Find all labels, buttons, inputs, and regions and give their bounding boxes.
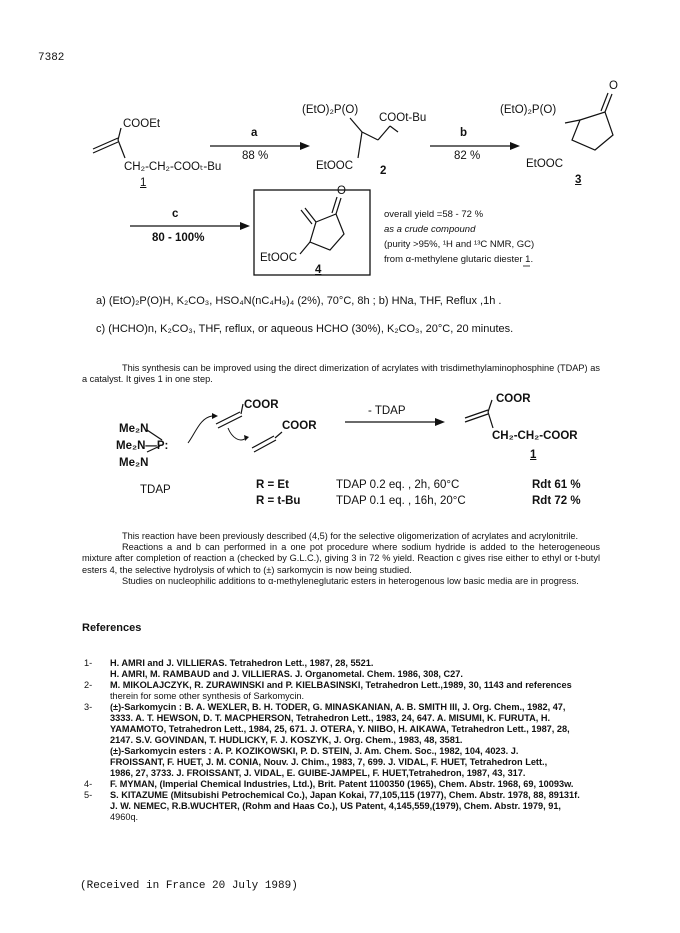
ref-line: H. AMRI and J. VILLIERAS. Tetrahedron Lett., 1987, 28, 5521.	[110, 658, 374, 668]
ref-number: 3-	[84, 702, 93, 712]
tdap-condition: TDAP 0.2 eq. , 2h, 60°C	[336, 479, 460, 491]
product-coor: COOR	[496, 393, 531, 405]
cmpd3-ethyl-ester: EtOOC	[526, 158, 564, 170]
cmpd3-label: 3	[575, 174, 582, 186]
tdap-nme2-top: Me₂N	[119, 423, 149, 435]
references-list	[84, 658, 624, 823]
cmpd3-phosphonate: (EtO)₂P(O)	[500, 104, 557, 116]
conditions-table	[256, 477, 581, 509]
ref-line: M. MIKOLAJCZYK, R. ZURAWINSKI and P. KIELBASINSKI, Tetrahedron Lett.,1989, 30, 1143 and references	[110, 680, 572, 690]
ref-line: S. KITAZUME (Mitsubishi Petrochemical Co.), Japan Kokai, 77,105,115 (1977), Chem. Abstr. 1978, 88, 89131f.	[110, 790, 580, 800]
acrylate1-coor: COOR	[244, 399, 279, 411]
reference-4	[84, 779, 624, 790]
reference-2	[84, 680, 624, 702]
cmpd4-label: 4	[315, 264, 322, 276]
received-date: (Received in France 20 July 1989)	[80, 880, 298, 892]
reference-1	[84, 658, 624, 680]
ref-line: therein for some other synthesis of Sarkomycin.	[110, 691, 305, 701]
tdap-nme2-bot: Me₂N	[119, 457, 149, 469]
references-heading: References	[82, 622, 142, 634]
arrow-a-yield: 88 %	[242, 150, 269, 162]
cmpd4-carbonyl: O	[337, 185, 346, 197]
page-number: 7382	[38, 52, 65, 64]
condition-row-et	[256, 477, 581, 493]
cmpd2-label: 2	[380, 165, 387, 177]
cmpd2-ethyl-ester: EtOOC	[316, 160, 354, 172]
reference-3	[84, 702, 624, 779]
conditions-a-b: a) (EtO)₂P(O)H, K₂CO₃, HSO₄N(nC₄H₉)₄ (2%), 70°C, 8h ; b) HNa, THF, Reflux ,1h .	[96, 295, 502, 307]
product-label: 1	[530, 449, 537, 461]
note-crude: as a crude compound	[384, 224, 476, 235]
arrow-b-yield: 82 %	[454, 150, 481, 162]
ref-line: 1986, 27, 3733. J. FROISSANT, J. VIDAL, E. GUIBE-JAMPEL, F. HUET,Tetrahedron, 1987, 43, 317.	[110, 768, 526, 778]
ref-line: F. MYMAN, (Imperial Chemical Industries, Ltd.), Brit. Patent 1100350 (1965), Chem. Abstr. 1968, 69, 10093w.	[110, 779, 574, 789]
ref-line: FROISSANT, F. HUET, J. M. CONIA, Nouv. J. Chim., 1983, 7, 699. J. VIDAL, F. HUET, Tetrahedron Lett.,	[110, 757, 548, 767]
tdap-caption: TDAP	[140, 484, 171, 496]
ref-line: 2147. S.V. GOVINDAN, T. HUDLICKY, F. J. KOSZYK, J. Org. Chem., 1983, 48, 3581.	[110, 735, 463, 745]
condition-row-tbu	[256, 493, 581, 509]
tdap-nme2-mid: Me₂N—P:	[116, 440, 169, 452]
ref-number: 1-	[84, 658, 93, 668]
cmpd1-ester: COOEt	[123, 118, 161, 130]
yield: Rdt 61 %	[532, 479, 581, 491]
paragraph-2: Reactions a and b can performed in a one pot procedure where sodium hydride is added to the heterogeneous mixture after completion of reaction a (checked by G.L.C.), giving 3 in 72 % yield. Reaction c gives rise either to ethyl or t-butyl esters 4, the selective hydrolysis of which to (±) sarkomycin is now being studied.	[82, 542, 600, 575]
conditions-c: c) (HCHO)n, K₂CO₃, THF, reflux, or aqueous HCHO (30%), K₂CO₃, 20°C, 20 minutes.	[96, 323, 514, 335]
ref-line: H. AMRI, M. RAMBAUD and J. VILLIERAS. J. Organometal. Chem. 1986, 308, C27.	[110, 669, 463, 679]
arrow-c-yield: 80 - 100%	[152, 232, 205, 244]
ref-number: 2-	[84, 680, 93, 690]
scheme-1-drawing	[0, 0, 680, 300]
cmpd3-carbonyl: O	[609, 80, 618, 92]
scheme1-notes	[384, 207, 534, 267]
r-group: R = t-Bu	[256, 495, 301, 507]
yield: Rdt 72 %	[532, 495, 581, 507]
arrow-label-tdap: - TDAP	[368, 405, 406, 417]
ref-number: 5-	[84, 790, 93, 800]
cmpd2-phosphonate: (EtO)₂P(O)	[302, 104, 359, 116]
ref-line: 4960q.	[110, 812, 139, 822]
body-text	[82, 531, 600, 587]
intro-paragraph: This synthesis can be improved using the direct dimerization of acrylates with trisdimethylaminophosphine (TDAP) as a catalyst. It gives 1 in one step.	[82, 363, 600, 385]
note-overall-yield: overall yield =58 - 72 %	[384, 209, 484, 220]
note-purity: (purity >95%, ¹H and ¹³C NMR, GC)	[384, 239, 535, 250]
acrylate2-coor: COOR	[282, 420, 317, 432]
ref-line: (±)-Sarkomycin : B. A. WEXLER, B. H. TODER, G. MINASKANIAN, A. B. SMITH III, J. Org. Chem., 1982, 47,	[110, 702, 566, 712]
paragraph-3: Studies on nucleophilic additions to α-methyleneglutaric esters in heterogenous low basic media are in progress.	[122, 575, 579, 586]
ref-line: (±)-Sarkomycin esters : A. P. KOZIKOWSKI, P. D. STEIN, J. Am. Chem. Soc., 1982, 104, 4023. J.	[110, 746, 519, 756]
note-source: from α-methylene glutaric diester 1.	[384, 254, 534, 265]
cmpd2-tbu-ester: COOt-Bu	[379, 112, 427, 124]
cmpd4-ethyl-ester: EtOOC	[260, 252, 298, 264]
ref-line: 3333. A. T. HEWSON, D. T. MACPHERSON, Tetrahedron Lett., 1983, 24, 647. A. MISUMI, K. FURUTA, H.	[110, 713, 551, 723]
arrow-c-reagent: c	[172, 208, 179, 220]
paragraph-1: This reaction have been previously described (4,5) for the selective oligomerization of acrylates and acrylonitrile.	[122, 531, 579, 541]
arrow-a-reagent: a	[251, 127, 258, 139]
ref-number: 4-	[84, 779, 93, 789]
ref-line: YAMAMOTO, Tetrahedron Lett., 1984, 25, 671. J. OTERA, Y. NIIBO, H. AIKAWA, Tetrahedron Lett., 1987, 28,	[110, 724, 570, 734]
product-chain: CH₂-CH₂-COOR	[492, 430, 578, 442]
arrow-b-reagent: b	[460, 127, 468, 139]
ref-line: J. W. NEMEC, R.B.WUCHTER, (Rohm and Haas Co.), US Patent, 4,145,559,(1979), Chem. Abstr. 1979, 91,	[110, 801, 561, 811]
reference-5	[84, 790, 624, 823]
r-group: R = Et	[256, 479, 289, 491]
tdap-condition: TDAP 0.1 eq. , 16h, 20°C	[336, 495, 466, 507]
cmpd1-chain: CH₂-CH₂-COOₜ-Bu	[124, 161, 222, 173]
cmpd1-label: 1	[140, 177, 147, 189]
